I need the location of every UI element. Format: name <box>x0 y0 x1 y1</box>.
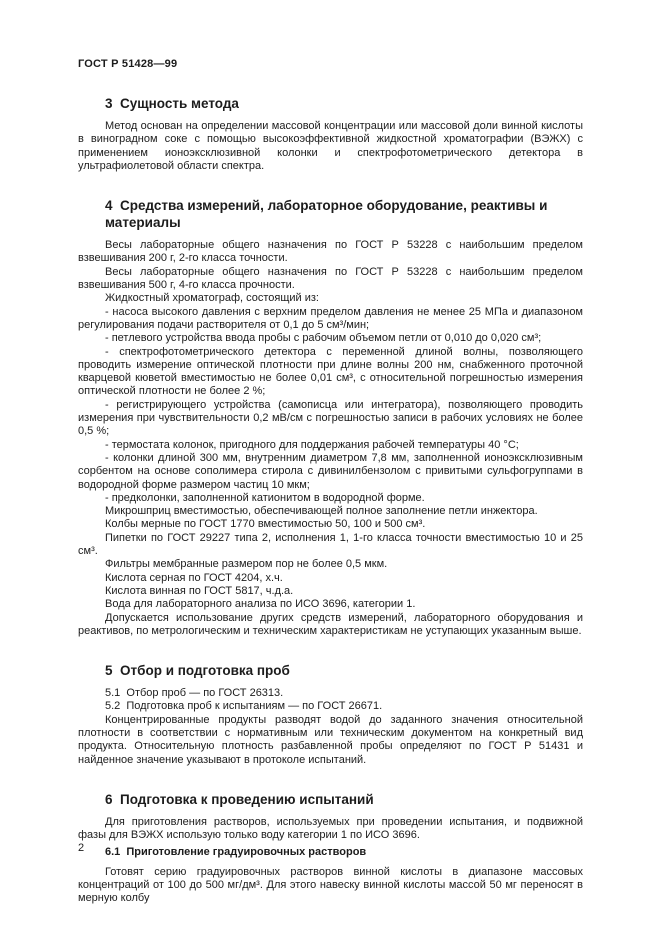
paragraph: Фильтры мембранные размером пор не более 0,5 мкм. <box>105 558 388 571</box>
section-essence-of-method <box>78 95 583 173</box>
paragraph: 5.1 Отбор проб — по ГОСТ 26313. <box>105 687 284 700</box>
paragraph: Метод основан на определении массовой концентрации или массовой доли винной кислоты в виноградном соке с помощью высокоэффективной жидкостной хроматографии (ВЭЖХ) с применением ионоэксклюзивной колонки и спектрофотометрического детектора в ультрафиолетовой области спектра. <box>78 120 583 172</box>
paragraph: 5.2 Подготовка проб к испытаниям — по ГОСТ 26671. <box>105 700 383 713</box>
section-heading: 6 Подготовка к проведению испытаний <box>105 791 374 807</box>
paragraph: Для приготовления растворов, используемых при проведении испытания, и подвижной фазы для ВЭЖХ использую только воду категории 1 по ИСО 3696. <box>78 815 583 842</box>
standard-code: ГОСТ Р 51428—99 <box>78 58 178 70</box>
list-item-paragraph: - петлевого устройства ввода пробы с рабочим объемом петли от 0,010 до 0,020 см³; <box>105 332 542 345</box>
subsection-heading: 6.1 Приготовление градуировочных растворов <box>105 846 367 859</box>
paragraph: Весы лабораторные общего назначения по ГОСТ Р 53228 с наибольшим пределом взвешивания 500 г, 4-го класса прочности. <box>78 265 583 292</box>
list-item-paragraph: - насоса высокого давления с верхним пределом давления не менее 25 МПа и диапазоном регулирования подачи растворителя от 0,1 до 5 см³/мин; <box>78 305 583 331</box>
paragraph: Колбы мерные по ГОСТ 1770 вместимостью 50, 100 и 500 см³. <box>105 518 426 531</box>
list-item-paragraph: - спектрофотометрического детектора с переменной длиной волны, позволяющего проводить измерение оптической плотности при длине волны 200 нм, снабженного проточной кварцевой кюветой вместимостью не более 0,01 см³, с относительной погрешностью измерения оптической плотности не более 2 %; <box>78 345 583 398</box>
paragraph: Жидкостный хроматограф, состоящий из: <box>105 292 319 305</box>
paragraph: Вода для лабораторного анализа по ИСО 3696, категории 1. <box>105 598 416 611</box>
paragraph: Кислота серная по ГОСТ 4204, х.ч. <box>105 571 283 584</box>
paragraph: Концентрированные продукты разводят водой до заданного значения относительной плотности в соответствии с нормативным или техническим документом на конкретный вид продукта. Относительную плотность разбавленной пробы определяют по ГОСТ Р 51431 и найденное значение указывают в протоколе испытаний. <box>78 713 583 766</box>
paragraph: Кислота винная по ГОСТ 5817, ч.д.а. <box>105 584 294 597</box>
list-item-paragraph: - термостата колонок, пригодного для поддержания рабочей температуры 40 °С; <box>105 438 519 451</box>
section-heading: 3 Сущность метода <box>105 96 239 111</box>
paragraph: Пипетки по ГОСТ 29227 типа 2, исполнения 1, 1-го класса точности вместимостью 10 и 25 см³. <box>78 531 583 558</box>
section-measuring-instruments <box>78 197 583 638</box>
section-heading: 4 Средства измерений, лабораторное оборудование, реактивы и материалы <box>105 198 548 231</box>
list-item-paragraph: - колонки длиной 300 мм, внутренним диаметром 7,8 мм, заполненной ионоэксклюзивным сорбентом на основе сополимера стирола с дивинилбензолом с привитыми сульфогруппами в водородной форме размером частиц 10 мкм; <box>78 451 583 491</box>
section-test-preparation <box>78 791 583 906</box>
section-sampling <box>78 662 583 767</box>
paragraph: Микрошприц вместимостью, обеспечивающей полное заполнение петли инжектора. <box>105 505 538 518</box>
list-item-paragraph: - предколонки, заполненной катионитом в водородной форме. <box>105 491 425 504</box>
paragraph: Готовят серию градуировочных растворов винной кислоты в диапазоне массовых концентраций от 100 до 500 мг/дм³. Для этого навеску винной кислоты массой 50 мг переносят в мерную колбу <box>78 865 583 905</box>
section-heading: 5 Отбор и подготовка проб <box>105 663 290 679</box>
page-number: 2 <box>78 842 85 854</box>
list-item-paragraph: - регистрирующего устройства (самописца или интегратора), позволяющего проводить измерения при чувствительности 0,2 мВ/см с погрешностью записи в рабочих условиях не более 0,5 %; <box>78 398 583 438</box>
paragraph: Весы лабораторные общего назначения по ГОСТ Р 53228 с наибольшим пределом взвешивания 200 г, 2-го класса точности. <box>78 239 583 265</box>
paragraph: Допускается использование других средств измерений, лабораторного оборудования и реактивов, по метрологическим и техническим характеристикам не уступающих указанным выше. <box>78 611 583 637</box>
